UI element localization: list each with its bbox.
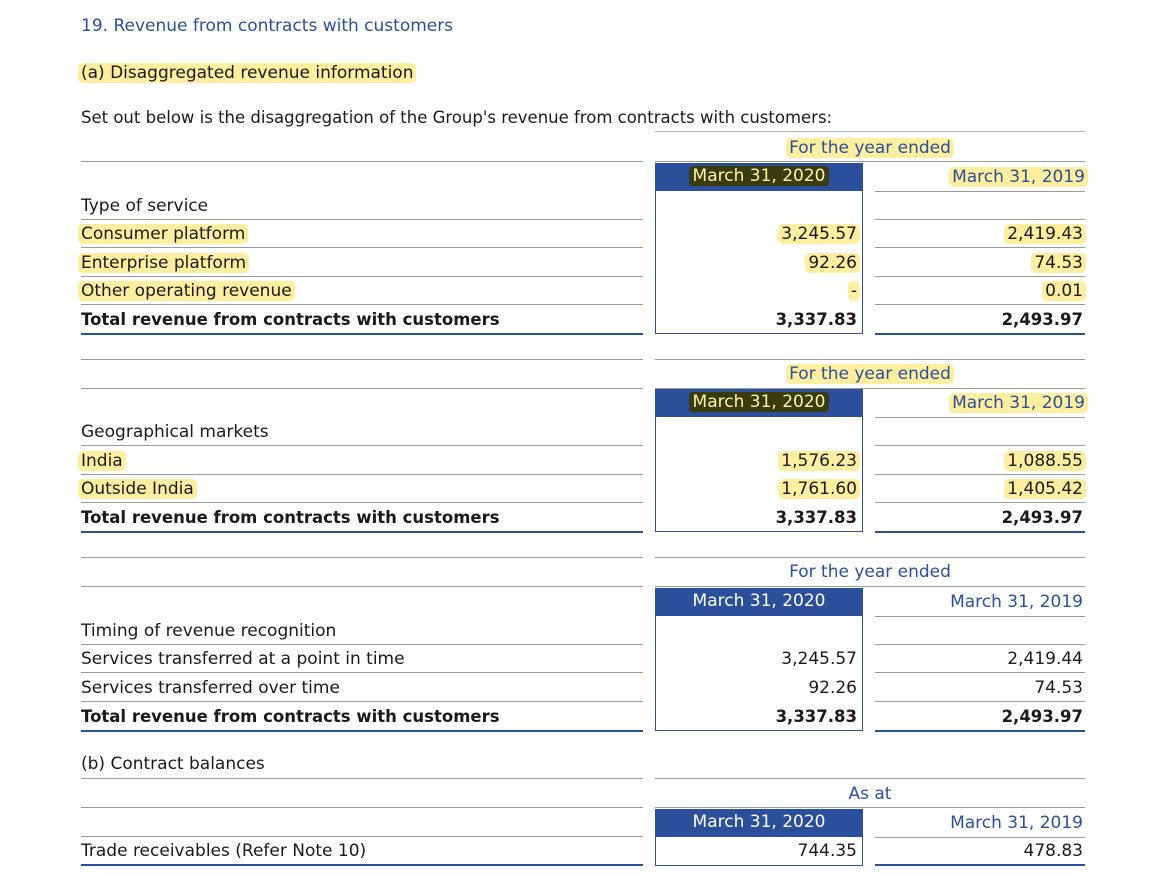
row-label: Consumer platform	[81, 223, 248, 245]
note-title: 19. Revenue from contracts with customers	[81, 16, 454, 36]
value-2019: 1,088.55	[875, 450, 1083, 472]
value-2019: 2,419.43	[875, 223, 1083, 245]
row-label: Services transferred over time	[81, 678, 340, 698]
total-2019: 2,493.97	[1001, 508, 1083, 527]
period-header-as-at: As at	[848, 784, 892, 804]
value-2020: 744.35	[797, 841, 857, 861]
value-2020: 3,245.57	[655, 223, 857, 245]
row-label: Outside India	[81, 478, 197, 500]
value-2020: 1,761.60	[655, 478, 857, 500]
col-header-2019: March 31, 2019	[950, 813, 1083, 833]
value-2019: 478.83	[1023, 841, 1083, 861]
value-2019: 74.53	[1034, 678, 1083, 698]
total-label: Total revenue from contracts with customers	[81, 508, 500, 527]
col-header-2020: March 31, 2020	[655, 809, 863, 836]
section-a-intro: Set out below is the disaggregation of the Group's revenue from contracts with customers:	[81, 108, 833, 127]
table-title: Geographical markets	[81, 422, 269, 442]
total-2019: 2,493.97	[1001, 310, 1083, 329]
col-header-2019: March 31, 2019	[950, 592, 1083, 612]
col-header-2020: March 31, 2020	[655, 588, 863, 615]
row-label: Services transferred at a point in time	[81, 649, 405, 669]
total-2020: 3,337.83	[775, 508, 857, 527]
total-label: Total revenue from contracts with customers	[81, 707, 500, 726]
section-b-heading: (b) Contract balances	[81, 754, 265, 774]
value-2020: 3,245.57	[781, 649, 857, 669]
col-header-2019: March 31, 2019	[875, 392, 1085, 414]
value-2019: 2,419.44	[1007, 649, 1083, 669]
table-title: Timing of revenue recognition	[81, 621, 337, 641]
total-2019: 2,493.97	[1001, 707, 1083, 726]
total-2020: 3,337.83	[775, 707, 857, 726]
section-a-heading	[81, 62, 416, 84]
row-label: Enterprise platform	[81, 252, 249, 274]
value-2020: 92.26	[655, 252, 857, 274]
col-header-2019: March 31, 2019	[875, 166, 1085, 188]
row-label: India	[81, 450, 126, 472]
value-2020: 1,576.23	[655, 450, 857, 472]
total-label: Total revenue from contracts with customers	[81, 310, 500, 329]
section-a-heading-text: (a) Disaggregated revenue information	[78, 63, 416, 83]
col-header-2020: March 31, 2020	[655, 389, 863, 416]
value-2020: -	[655, 280, 857, 302]
value-2019: 74.53	[875, 252, 1083, 274]
period-header: For the year ended	[655, 137, 1085, 159]
row-label: Trade receivables (Refer Note 10)	[81, 841, 367, 861]
period-header: For the year ended	[789, 562, 951, 582]
table-title: Type of service	[81, 196, 209, 216]
total-2020: 3,337.83	[775, 310, 857, 329]
col-header-2020: March 31, 2020	[655, 163, 863, 190]
row-label: Other operating revenue	[81, 280, 295, 302]
value-2020: 92.26	[808, 678, 857, 698]
value-2019: 0.01	[875, 280, 1083, 302]
value-2019: 1,405.42	[875, 478, 1083, 500]
period-header: For the year ended	[655, 363, 1085, 385]
